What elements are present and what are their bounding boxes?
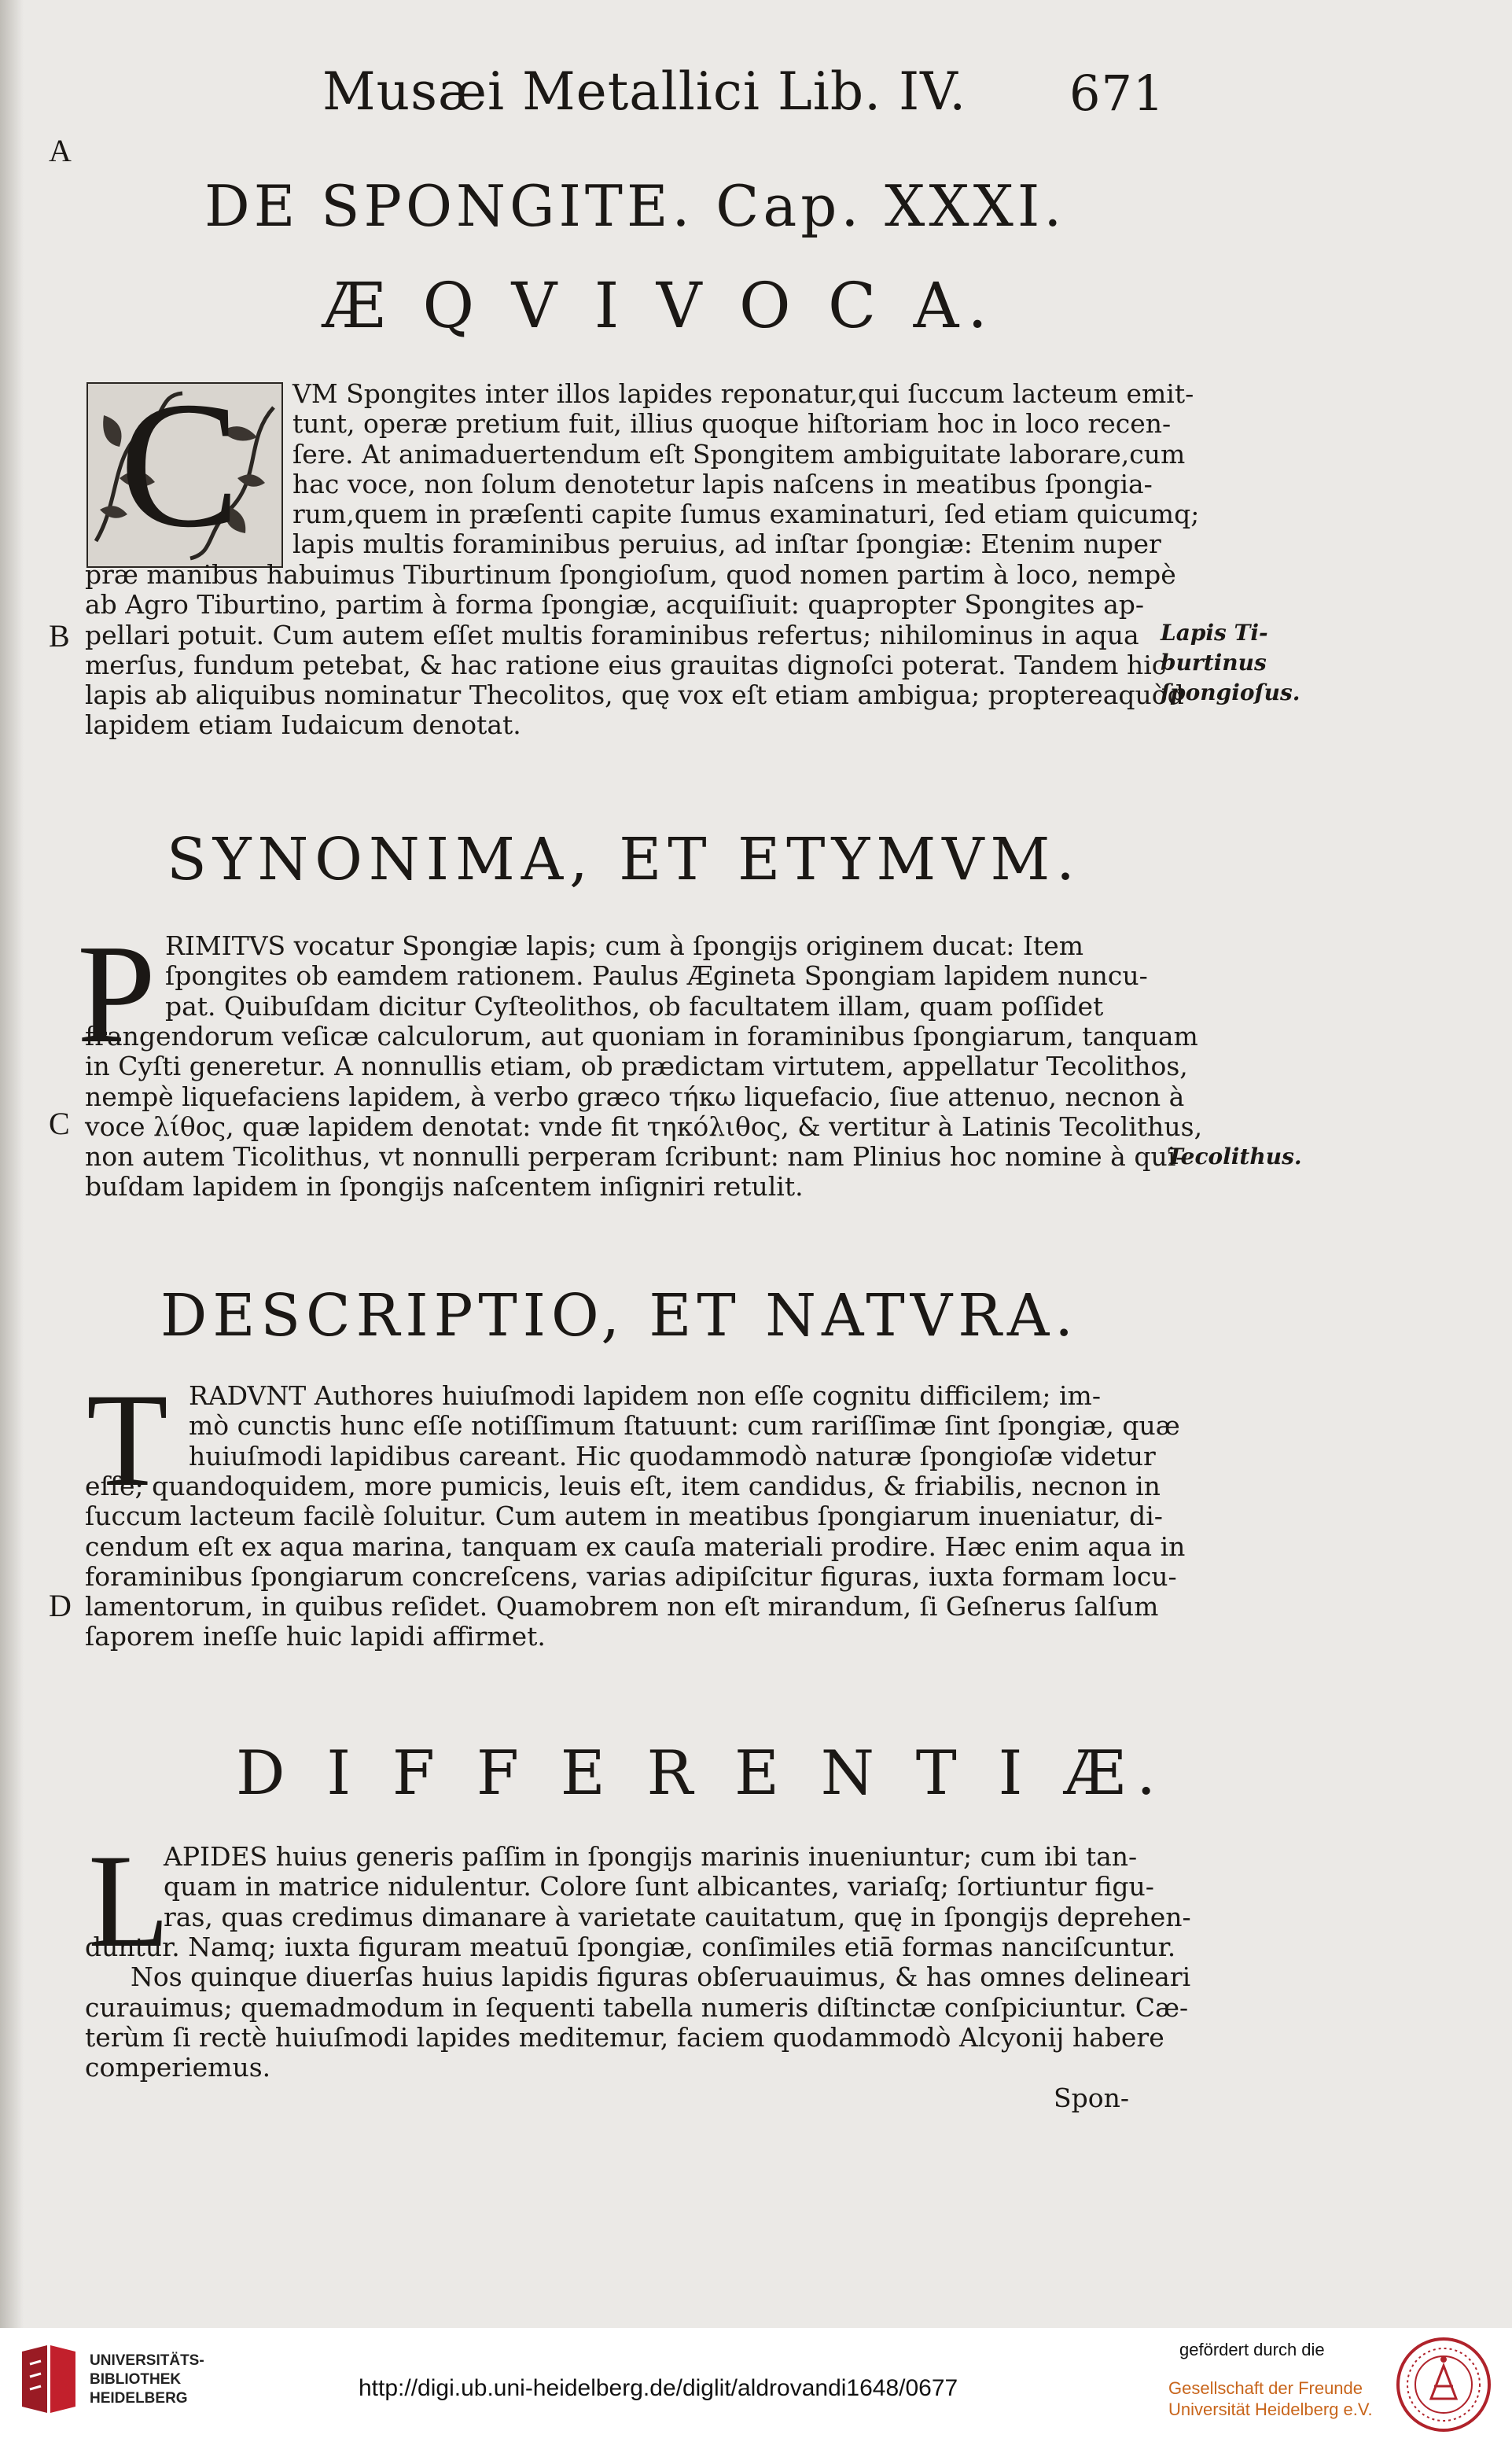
side-note-tiburtinus (1161, 618, 1300, 708)
margin-letter-c: C (49, 1106, 70, 1141)
running-head (322, 61, 1187, 122)
text-line: lapis multis foraminibus peruius, ad inſtar ſpongiæ: Etenim nuper (292, 529, 1161, 560)
paragraph-aequivoca-full (85, 559, 1184, 741)
text-line: comperiemus. (85, 2052, 271, 2083)
page-number: 671 (1069, 64, 1165, 122)
paragraph-synonima-full (85, 1021, 1203, 1203)
catchword: Spon- (1054, 2083, 1130, 2113)
paragraph-descriptio-indented (189, 1380, 1180, 1471)
side-note-line: Lapis Ti- (1161, 620, 1268, 646)
text-line: eſſe; quandoquidem, more pumicis, leuis eſt, item candidus, & friabilis, necnon in (85, 1471, 1161, 1501)
text-line: pellari potuit. Cum autem eſſet multis foraminibus refertus; nihilominus in aqua (85, 619, 1139, 650)
text-line: terùm ſi rectè huiuſmodi lapides meditemur, faciem quodammodò Alcyonij habere (85, 2021, 1164, 2053)
text-line: frangendorum veſicæ calculorum, aut quoniam in foraminibus ſpongiarum, tanquam (85, 1021, 1198, 1052)
text-line: pat. Quibuſdam dicitur Cyſteolithos, ob facultatem illam, quam poſſidet (165, 990, 1104, 1022)
text-line: RIMITVS vocatur Spongiæ lapis; cum à ſpongijs originem ducat: Item (165, 930, 1084, 961)
text-line: tunt, operæ pretium fuit, illius quoque hiſtoriam hoc in loco recen- (292, 408, 1172, 440)
text-line: lapidem etiam Iudaicum denotat. (85, 709, 521, 741)
chapter-title: DE SPONGITE. Cap. XXXI. (204, 173, 1066, 239)
text-line: foraminibus ſpongiarum concreſcens, varias adipiſcitur figuras, iuxta formam locu- (85, 1560, 1177, 1592)
text-line: merſus, fundum petebat, & hac ratione eius grauitas dignoſci poterat. Tandem hic (85, 649, 1167, 680)
sponsor-intro: gefördert durch die (1179, 2340, 1325, 2359)
dropcap-letter-t: T (86, 1366, 168, 1514)
library-logo-icon (14, 2341, 82, 2419)
sponsor-name-line: Universität Heidelberg e.V. (1168, 2400, 1373, 2419)
paragraph-aequivoca-indented (292, 378, 1200, 560)
sponsor-name-line: Gesellschaft der Freunde (1168, 2378, 1363, 2398)
text-line: ſaporem ineſſe huic lapidi affirmet. (85, 1621, 546, 1652)
sponsor-block (1168, 2339, 1373, 2420)
section-heading-synonima: SYNONIMA, ET ETYMVM. (167, 826, 1081, 893)
text-line: APIDES huius generis paſſim in ſpongijs marinis inueniuntur; cum ibi tan- (164, 1841, 1138, 1872)
section-heading-aequivoca: Æ Q V I V O C A. (322, 269, 996, 342)
running-head-title: Musæi Metallici Lib. IV. (322, 61, 967, 122)
dropcap-letter-c: C (120, 382, 241, 565)
text-line: ſuccum lacteum facilè ſoluitur. Cum autem in meatibus ſpongiarum inueniatur, di- (85, 1501, 1163, 1532)
text-line: Nos quinque diuerſas huius lapidis figuras obſeruauimus, & has omnes delineari (131, 1961, 1191, 1993)
paragraph-differentiae-indented (164, 1841, 1191, 1932)
text-line: quam in matrice nidulentur. Colore ſunt albicantes, variaſq; ſortiuntur figu- (164, 1871, 1154, 1902)
text-line: lamentorum, in quibus reſidet. Quamobrem non eſt mirandum, ſi Geſnerus ſalſum (85, 1591, 1159, 1622)
text-line: non autem Ticolithus, vt nonnulli perperam ſcribunt: nam Plinius hoc nomine à qui- (85, 1141, 1185, 1173)
side-note-line: ſpongioſus. (1161, 680, 1300, 705)
side-note-line: burtinus (1161, 650, 1267, 676)
text-line: RADVNT Authores huiuſmodi lapidem non eſſe cognitu difficilem; im- (189, 1380, 1101, 1411)
library-name-line: UNIVERSITÄTS- (90, 2352, 204, 2369)
text-line: ab Agro Tiburtino, partim à forma ſpongiæ, acquiſiuit: quapropter Spongites ap- (85, 589, 1145, 621)
text-line: curauimus; quemadmodum in ſequenti tabella numeris diſtinctæ conſpiciuntur. Cæ- (85, 1991, 1189, 2023)
margin-letter-a: A (49, 133, 72, 168)
text-line: præ manibus habuimus Tiburtinum ſpongioſum, quod nomen partim à loco, nempè (85, 559, 1176, 590)
text-line: lapis ab aliquibus nominatur Thecolitos, quę vox eſt etiam ambigua; proptereaquòd (85, 680, 1184, 711)
text-line: buſdam lapidem in ſpongijs naſcentem inſigniri retulit. (85, 1171, 804, 1203)
paragraph-differentiae-full (85, 1932, 1191, 2083)
text-line: hac voce, non ſolum denotetur lapis naſcens in meatibus ſpongia- (292, 468, 1153, 499)
university-library-logo (14, 2341, 82, 2419)
dropcap-letter-l: L (88, 1827, 170, 1975)
side-note-tecolithus: Tecolithus. (1167, 1144, 1302, 1169)
text-line: rum,quem in præſenti capite ſumus examinaturi, ſed etiam quicumq; (292, 499, 1200, 530)
text-line: mò cunctis hunc eſſe notiſſimum ſtatuunt: cum rariſſimæ ſint ſpongiæ, quæ (189, 1410, 1180, 1442)
text-line: ras, quas credimus dimanare à varietate cauitatum, quę in ſpongijs deprehen- (164, 1901, 1191, 1932)
text-line: huiuſmodi lapidibus careant. Hic quodammodò naturæ ſpongioſæ videtur (189, 1440, 1156, 1471)
permalink-url[interactable]: http://digi.ub.uni-heidelberg.de/diglit/aldrovandi1648/0677 (359, 2375, 958, 2401)
text-line: VM Spongites inter illos lapides reponatur,qui ſuccum lacteum emit- (292, 378, 1194, 409)
section-heading-differentiae: D I F F E R E N T I Æ. (236, 1738, 1168, 1809)
digitization-footer (0, 2328, 1512, 2442)
margin-letter-d: D (49, 1588, 72, 1623)
text-line: ſere. At animaduertendum eſt Spongitem ambiguitate laborare,cum (292, 438, 1186, 470)
section-heading-descriptio: DESCRIPTIO, ET NATVRA. (160, 1282, 1079, 1350)
margin-letter-b: B (49, 618, 70, 654)
text-line: nempè liquefaciens lapidem, à verbo græco τήκω liquefacio, ſiue attenuo, necnon à (85, 1081, 1185, 1112)
paragraph-synonima-indented (165, 931, 1156, 1022)
text-line: ſpongites ob eamdem rationem. Paulus Ægineta Spongiam lapidem nuncu- (165, 960, 1148, 992)
society-seal (1395, 2336, 1492, 2433)
text-line: cendum eſt ex aqua marina, tanquam ex cauſa materiali prodire. Hæc enim aqua in (85, 1530, 1186, 1562)
library-name (90, 2352, 204, 2408)
library-name-line: BIBLIOTHEK (90, 2371, 182, 2388)
paragraph-descriptio-full (85, 1471, 1186, 1652)
seal-icon (1395, 2336, 1492, 2433)
dropcap-letter-p: P (77, 915, 156, 1072)
text-line: in Cyſti generetur. A nonnullis etiam, ob prædictam virtutem, appellatur Tecolithos, (85, 1051, 1188, 1082)
text-line: duntur. Namq; iuxta figuram meatuū ſpongiæ, conſimiles etiā formas nanciſcuntur. (85, 1932, 1176, 1962)
ornamental-initial-c (86, 382, 283, 568)
library-name-line: HEIDELBERG (90, 2390, 188, 2407)
text-line: voce λίθος, quæ lapidem denotat: vnde fit τηκόλιθος, & vertitur à Latinis Tecolithus, (85, 1111, 1203, 1142)
